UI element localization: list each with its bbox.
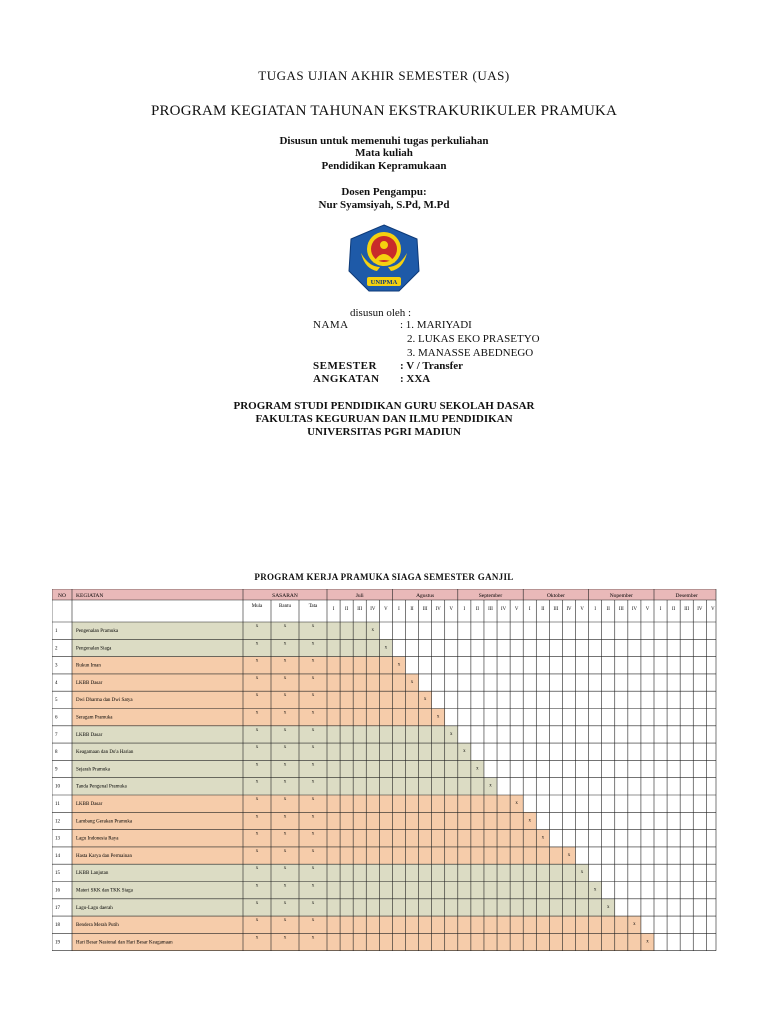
- row-sasaran-mark: x: [255, 797, 259, 802]
- row-sasaran-mark: x: [311, 866, 315, 872]
- row-sasaran-mark: x: [311, 814, 315, 820]
- row-activity: Hari Besar Nasional dan Hari Besar Keagamaan: [76, 940, 173, 946]
- row-activity: Lagu-Lagu daerah: [76, 905, 113, 911]
- row-no: 11: [55, 802, 60, 807]
- row-sasaran-mark: x: [283, 710, 287, 716]
- prepared-by: disusun oleh :: [350, 307, 412, 319]
- row-activity: Dwi Dharma dan Dwi Satya: [76, 698, 133, 704]
- header-week: V: [645, 607, 650, 612]
- row-activity: Sejarah Pramuka: [76, 767, 111, 773]
- row-bg-weeks: [327, 795, 523, 812]
- row-sasaran-mark: x: [311, 797, 315, 802]
- row-sasaran-mark: x: [255, 710, 259, 716]
- header-week: II: [541, 607, 545, 612]
- header-no: NO: [58, 593, 66, 599]
- header-week: III: [618, 607, 624, 612]
- row-no: 18: [55, 923, 60, 929]
- row-no: 1: [55, 629, 58, 634]
- logo-text: UNIPMA: [370, 279, 398, 286]
- header-week: V: [384, 607, 388, 612]
- header-week: IV: [501, 607, 507, 612]
- row-sasaran-mark: x: [283, 727, 287, 733]
- row-no: 15: [55, 871, 60, 877]
- row-week-mark: x: [606, 904, 610, 910]
- row-sasaran-mark: x: [255, 762, 259, 768]
- row-bg-weeks: [327, 778, 497, 795]
- row-sasaran-mark: x: [311, 935, 315, 941]
- row-sasaran-mark: x: [311, 848, 315, 854]
- row-sasaran-mark: x: [255, 848, 259, 854]
- row-no: 10: [55, 784, 60, 790]
- row-activity: Hasta Karya dan Permainan: [76, 853, 132, 859]
- row-sasaran-mark: x: [283, 762, 287, 768]
- row-activity: Lagu Indonesia Raya: [76, 836, 119, 842]
- purpose-line-2: Mata kuliah: [355, 147, 413, 159]
- row-bg-weeks: [327, 933, 654, 950]
- header-sasaran-bantu: Bantu: [279, 604, 291, 609]
- doc-subtitle: PROGRAM KEGIATAN TAHUNAN EKSTRAKURIKULER PRAMUKA: [150, 103, 618, 119]
- header-week: IV: [370, 607, 376, 612]
- semester-value: : V / Transfer: [400, 360, 464, 372]
- header-week: II: [606, 607, 610, 612]
- row-week-mark: x: [515, 801, 518, 806]
- name-2: 2. LUKAS EKO PRASETYO: [407, 333, 540, 345]
- row-bg-weeks: [327, 743, 471, 760]
- row-sasaran-mark: x: [255, 745, 259, 751]
- row-no: 9: [55, 767, 58, 773]
- row-sasaran-mark: x: [255, 727, 259, 733]
- row-week-mark: x: [580, 870, 584, 876]
- row-sasaran-mark: x: [255, 883, 259, 889]
- row-week-mark: x: [423, 697, 427, 703]
- header-week: II: [410, 607, 414, 612]
- row-activity: LKBB Dasar: [76, 802, 103, 807]
- program-title: PROGRAM KERJA PRAMUKA SIAGA SEMESTER GANJIL: [254, 572, 514, 582]
- program-table-grid: [52, 589, 718, 953]
- row-sasaran-mark: x: [283, 745, 287, 751]
- row-sasaran-mark: x: [255, 935, 259, 941]
- row-no: 12: [55, 819, 60, 825]
- faculty-line-2: FAKULTAS KEGURUAN DAN ILMU PENDIDIKAN: [255, 413, 513, 425]
- row-no: 13: [55, 836, 60, 842]
- header-week: I: [398, 607, 400, 612]
- header-week: I: [463, 607, 466, 612]
- row-week-mark: x: [410, 679, 414, 685]
- header-week: I: [659, 607, 662, 612]
- program-table: [52, 589, 718, 958]
- row-activity: Rukun Iman: [76, 663, 101, 669]
- header-month: Agustus: [416, 593, 435, 599]
- row-activity: Pengenalan Siaga: [76, 646, 112, 652]
- row-sasaran-mark: x: [255, 831, 259, 837]
- header-week: V: [711, 607, 715, 612]
- row-activity: Tanda Pengenal Pramuka: [76, 784, 127, 790]
- row-sasaran-mark: x: [255, 814, 259, 820]
- row-sasaran-mark: x: [311, 883, 315, 889]
- lecturer-name: Nur Syamsiyah, S.Pd, M.Pd: [318, 199, 450, 211]
- row-sasaran-mark: x: [311, 831, 315, 837]
- row-no: 14: [55, 853, 60, 859]
- nama-label: NAMA: [313, 319, 349, 331]
- row-no: 2: [55, 646, 58, 652]
- name-1: : 1. MARIYADI: [400, 319, 472, 331]
- header-sasaran-mula: Mula: [251, 604, 263, 609]
- header-month: Nopember: [609, 593, 633, 599]
- header-month: Oktober: [546, 593, 565, 599]
- row-no: 3: [55, 663, 58, 669]
- row-week-mark: x: [450, 731, 453, 737]
- row-week-mark: x: [489, 783, 492, 789]
- row-sasaran-mark: x: [311, 900, 315, 906]
- row-sasaran-mark: x: [255, 779, 259, 785]
- row-sasaran-mark: x: [311, 762, 315, 768]
- row-sasaran-mark: x: [283, 848, 287, 854]
- row-sasaran-mark: x: [255, 900, 259, 906]
- row-bg-weeks: [327, 709, 445, 726]
- row-sasaran-mark: x: [311, 710, 315, 716]
- row-sasaran-mark: x: [283, 883, 287, 889]
- row-sasaran-mark: x: [283, 814, 287, 820]
- doc-title: TUGAS UJIAN AKHIR SEMESTER (UAS): [258, 68, 510, 83]
- header-month: September: [478, 593, 503, 599]
- header-week: V: [514, 607, 519, 612]
- row-bg-weeks: [327, 847, 576, 864]
- header-week: III: [422, 607, 428, 612]
- row-week-mark: x: [384, 645, 388, 651]
- row-sasaran-mark: x: [255, 866, 259, 872]
- header-month: Juli: [355, 593, 364, 599]
- row-no: 16: [55, 888, 60, 894]
- row-sasaran-mark: x: [255, 641, 259, 647]
- row-sasaran-mark: x: [255, 918, 259, 924]
- row-no: 5: [55, 698, 58, 704]
- faculty-line-1: PROGRAM STUDI PENDIDIKAN GURU SEKOLAH DASAR: [233, 400, 535, 412]
- header-week: II: [345, 607, 349, 612]
- row-sasaran-mark: x: [311, 779, 315, 785]
- row-week-mark: x: [633, 922, 636, 928]
- header-week: II: [475, 607, 480, 612]
- row-sasaran-mark: x: [283, 918, 287, 924]
- row-sasaran-mark: x: [283, 831, 287, 837]
- row-sasaran-mark: x: [283, 675, 287, 681]
- row-bg-weeks: [327, 639, 392, 656]
- row-sasaran-mark: x: [255, 624, 259, 629]
- row-sasaran-mark: x: [311, 675, 315, 681]
- row-sasaran-mark: x: [283, 658, 287, 664]
- header-sasaran-tata: Tata: [308, 604, 318, 609]
- row-sasaran-mark: x: [255, 675, 259, 681]
- name-3: 3. MANASSE ABEDNEGO: [407, 347, 534, 359]
- row-sasaran-mark: x: [311, 624, 315, 629]
- header-week: I: [528, 607, 531, 612]
- faculty-line-3: UNIVERSITAS PGRI MADIUN: [307, 426, 461, 438]
- row-week-mark: x: [646, 939, 649, 945]
- row-sasaran-mark: x: [311, 727, 315, 733]
- row-week-mark: x: [476, 766, 479, 772]
- row-sasaran-mark: x: [283, 900, 287, 906]
- row-sasaran-mark: x: [283, 866, 287, 872]
- header-week: III: [357, 607, 363, 612]
- row-sasaran-mark: x: [283, 624, 287, 629]
- row-sasaran-mark: x: [311, 745, 315, 751]
- row-sasaran-mark: x: [283, 693, 287, 699]
- semester-label: SEMESTER: [313, 360, 377, 372]
- angkatan-value: : XXA: [400, 373, 431, 385]
- row-bg-weeks: [327, 674, 419, 691]
- row-activity: LKBB Lanjutan: [76, 871, 109, 877]
- header-week: I: [332, 607, 335, 612]
- row-week-mark: x: [397, 662, 401, 668]
- header-week: III: [684, 607, 690, 612]
- angkatan-label: ANGKATAN: [313, 373, 380, 385]
- header-week: III: [488, 607, 493, 612]
- header-month: Desember: [675, 593, 698, 599]
- row-activity: Lambang Gerakan Pramuka: [76, 819, 133, 825]
- purpose-line-1: Disusun untuk memenuhi tugas perkuliahan: [279, 135, 489, 147]
- lecturer-label: Dosen Pengampu:: [341, 186, 427, 198]
- row-activity: Materi SKK dan TKK Siaga: [76, 888, 133, 894]
- row-activity: LKBB Dasar: [76, 732, 103, 738]
- header-week: IV: [697, 607, 703, 612]
- header-week: IV: [435, 607, 441, 612]
- row-no: 7: [55, 732, 58, 738]
- row-week-mark: x: [463, 749, 466, 755]
- header-week: III: [553, 607, 559, 612]
- header-week: V: [449, 607, 453, 612]
- row-sasaran-mark: x: [283, 641, 287, 647]
- row-no: 17: [55, 905, 60, 911]
- row-sasaran-mark: x: [283, 797, 287, 802]
- row-no: 19: [55, 940, 60, 946]
- row-sasaran-mark: x: [255, 693, 259, 699]
- row-activity: Keagamaan dan Do'a Harian: [76, 750, 134, 756]
- header-week: V: [580, 607, 584, 612]
- row-no: 6: [55, 715, 58, 721]
- header-week: IV: [566, 607, 572, 612]
- university-logo: [347, 223, 421, 293]
- header-sasaran: SASARAN: [272, 593, 298, 599]
- purpose-line-3: Pendidikan Kepramukaan: [321, 160, 447, 172]
- row-week-mark: x: [567, 852, 571, 858]
- row-activity: Pengenalan Pramuka: [76, 629, 119, 634]
- row-week-mark: x: [436, 714, 440, 720]
- row-sasaran-mark: x: [283, 779, 287, 785]
- row-sasaran-mark: x: [311, 658, 315, 664]
- row-week-mark: x: [528, 818, 531, 824]
- row-bg-weeks: [327, 830, 549, 847]
- row-sasaran-mark: x: [311, 918, 315, 924]
- row-sasaran-mark: x: [255, 658, 259, 664]
- row-week-mark: x: [371, 628, 375, 633]
- row-activity: Seragam Pramuka: [76, 715, 113, 721]
- row-sasaran-mark: x: [311, 641, 315, 647]
- header-week: IV: [631, 607, 637, 612]
- header-kegiatan: KEGIATAN: [76, 593, 104, 599]
- header-week: I: [594, 607, 596, 612]
- row-activity: Bendera Merah Putih: [76, 923, 119, 929]
- row-bg-weeks: [327, 882, 602, 899]
- row-no: 4: [55, 680, 58, 686]
- row-sasaran-mark: x: [311, 693, 315, 699]
- row-activity: LKBB Dasar: [76, 680, 103, 686]
- row-week-mark: x: [541, 835, 545, 841]
- row-week-mark: x: [593, 887, 597, 893]
- row-no: 8: [55, 750, 58, 756]
- header-week: II: [672, 607, 676, 612]
- row-sasaran-mark: x: [283, 935, 287, 941]
